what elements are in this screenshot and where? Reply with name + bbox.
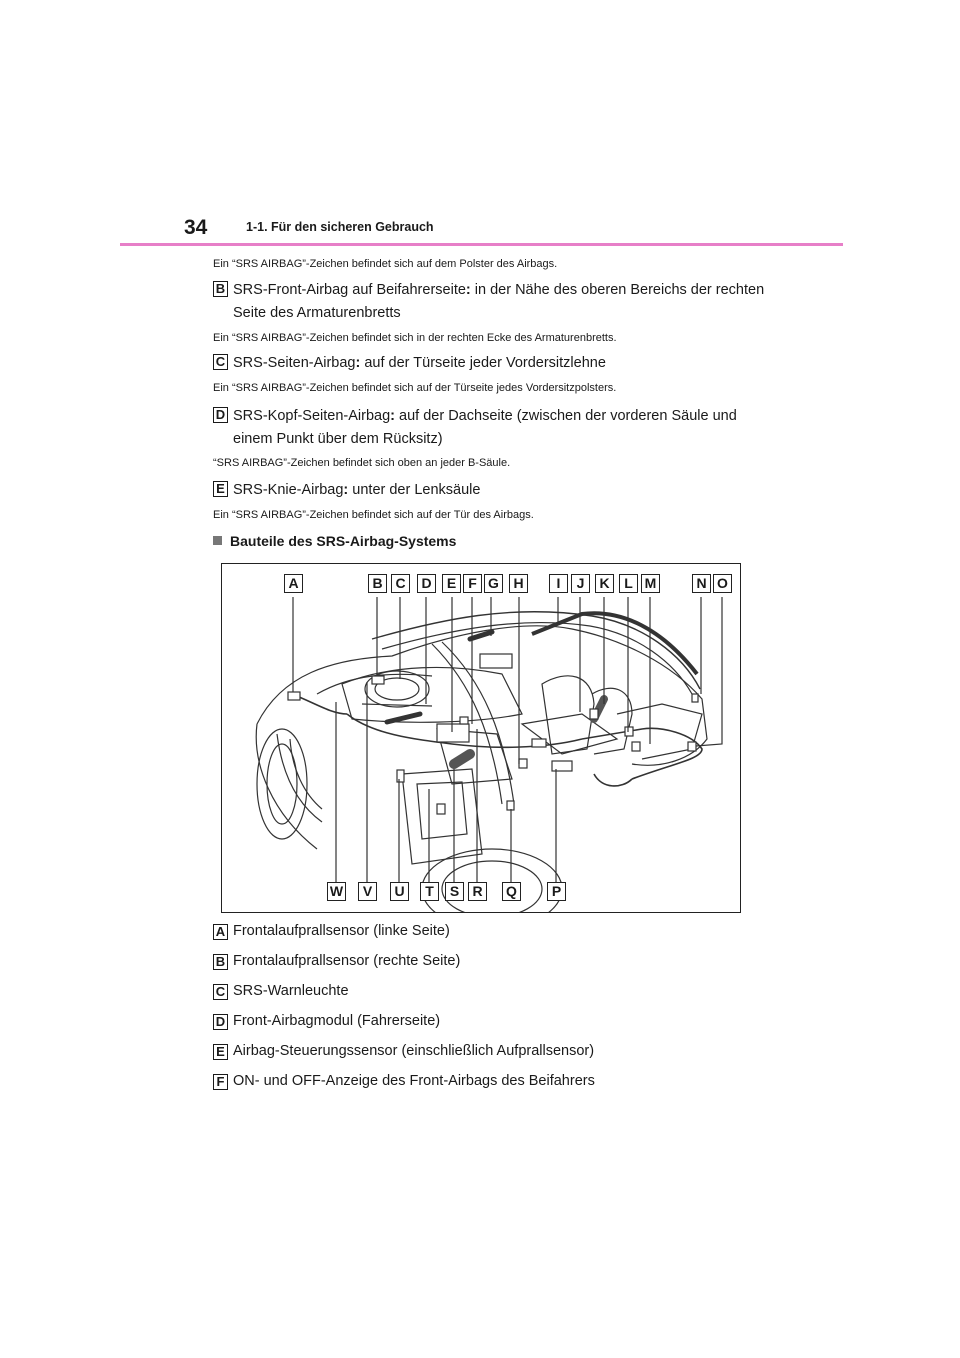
diagram-label-V: V — [358, 882, 377, 901]
item-note: Ein “SRS AIRBAG”-Zeichen befindet sich auf der Türseite jedes Vordersitzpolsters. — [213, 382, 617, 394]
legend-text: Frontalaufprallsensor (rechte Seite) — [233, 953, 461, 969]
diagram-label-J: J — [571, 574, 590, 593]
badge: B — [213, 281, 228, 297]
badge: E — [213, 481, 228, 497]
diagram-label-E: E — [442, 574, 461, 593]
diagram-label-H: H — [509, 574, 528, 593]
badge: E — [213, 1044, 228, 1060]
diagram-label-O: O — [713, 574, 732, 593]
diagram-label-M: M — [641, 574, 660, 593]
legend-text: SRS-Warnleuchte — [233, 983, 349, 999]
diagram-label-U: U — [390, 882, 409, 901]
badge: D — [213, 1014, 228, 1030]
diagram-label-R: R — [468, 882, 487, 901]
badge: D — [213, 407, 228, 423]
diagram-label-N: N — [692, 574, 711, 593]
item-note: “SRS AIRBAG”-Zeichen befindet sich oben an jeder B-Säule. — [213, 457, 511, 469]
legend-text: Frontalaufprallsensor (linke Seite) — [233, 923, 450, 939]
page-number: 34 — [184, 216, 208, 239]
legend-text: Airbag-Steuerungssensor (einschließlich Aufprallsensor) — [233, 1043, 595, 1059]
badge: C — [213, 354, 228, 370]
diagram-label-C: C — [391, 574, 410, 593]
badge: B — [213, 954, 228, 970]
diagram-label-W: W — [327, 882, 346, 901]
item-desc: unter der Lenksäule — [348, 482, 481, 498]
badge: C — [213, 984, 228, 1000]
badge: F — [213, 1074, 228, 1090]
diagram-label-L: L — [619, 574, 638, 593]
item-title: SRS-Knie-Airbag — [233, 482, 344, 498]
diagram-label-D: D — [417, 574, 436, 593]
diagram-label-B: B — [368, 574, 387, 593]
item-note: Ein “SRS AIRBAG”-Zeichen befindet sich in der rechten Ecke des Armaturenbretts. — [213, 332, 617, 344]
diagram-label-F: F — [463, 574, 482, 593]
components-heading-text: Bauteile des SRS-Airbag-Systems — [230, 533, 457, 549]
diagram-label-I: I — [549, 574, 568, 593]
item-title: SRS-Seiten-Airbag — [233, 355, 356, 371]
car-interior-illustration — [222, 564, 740, 912]
legend-text: ON- und OFF-Anzeige des Front-Airbags des Beifahrers — [233, 1073, 595, 1089]
diagram-label-G: G — [484, 574, 503, 593]
header-rule — [120, 243, 843, 246]
diagram-label-Q: Q — [502, 882, 521, 901]
badge: A — [213, 924, 228, 940]
diagram-label-S: S — [445, 882, 464, 901]
item-title: SRS-Kopf-Seiten-Airbag — [233, 408, 391, 424]
diagram-label-P: P — [547, 882, 566, 901]
item-title: SRS-Front-Airbag auf Beifahrerseite — [233, 282, 466, 298]
intro-note: Ein “SRS AIRBAG”-Zeichen befindet sich auf dem Polster des Airbags. — [213, 258, 558, 270]
item-desc: in der Nähe des oberen Bereichs der rechten Seite des Armaturenbretts — [233, 282, 765, 321]
diagram-label-T: T — [420, 882, 439, 901]
item-desc: auf der Türseite jeder Vordersitzlehne — [360, 355, 606, 371]
item-desc: auf der Dachseite (zwischen der vorderen Säule und einem Punkt über dem Rücksitz) — [233, 408, 737, 447]
item-note: Ein “SRS AIRBAG”-Zeichen befindet sich auf der Tür des Airbags. — [213, 509, 534, 521]
section-title: 1-1. Für den sicheren Gebrauch — [246, 220, 434, 234]
diagram-label-K: K — [595, 574, 614, 593]
airbag-system-diagram — [221, 563, 741, 913]
legend-text: Front-Airbagmodul (Fahrerseite) — [233, 1013, 441, 1029]
components-heading — [213, 533, 456, 549]
bullet-square-icon — [213, 536, 222, 545]
diagram-label-A: A — [284, 574, 303, 593]
